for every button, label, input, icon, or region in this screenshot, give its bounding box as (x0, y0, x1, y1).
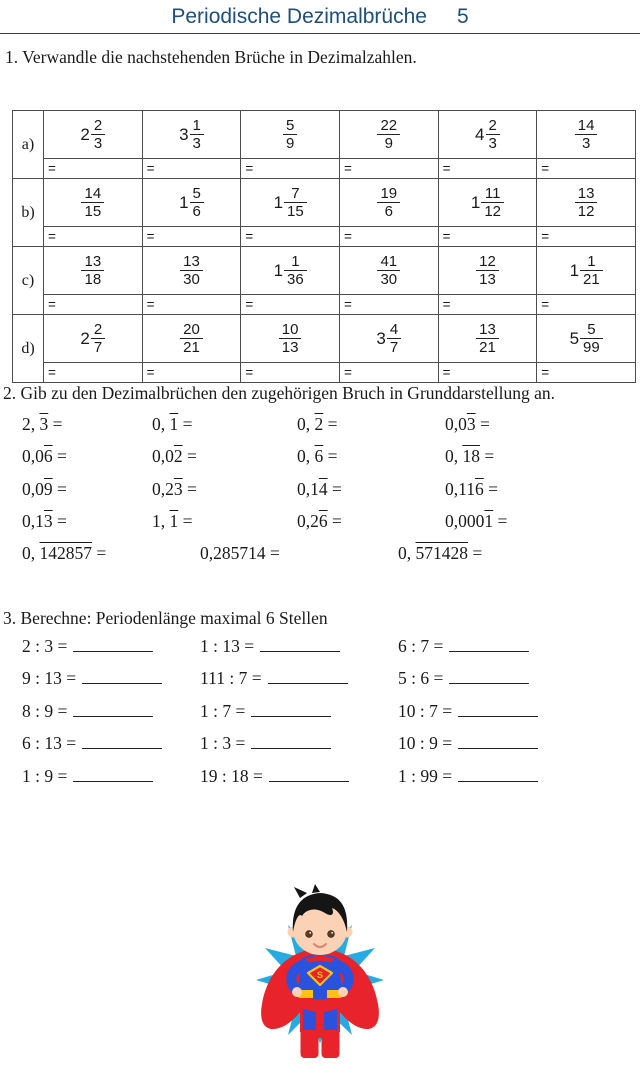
decimal-item: 0,13 = (22, 511, 67, 531)
fraction-cell: 3 $\frac{1}{3}$ (142, 111, 241, 159)
fraction-cell: 3 $\frac{4}{7}$ (339, 315, 438, 363)
right-eye-glint (331, 932, 333, 934)
fraction-cell: 1 $\frac{1}{21}$ (537, 247, 636, 295)
fraction-cell: 5 $\frac{5}{99}$ (537, 315, 636, 363)
fraction-cell: $\frac{12}{13}$ (438, 247, 537, 295)
equals-cell: = (438, 295, 537, 315)
division-item: 5 : 6 = (398, 668, 529, 689)
fraction-cell: $\frac{41}{30}$ (339, 247, 438, 295)
left-boot (301, 1030, 319, 1058)
decimal-item: 0,26 = (297, 511, 342, 531)
decimal-item: 0,14 = (297, 479, 342, 499)
fraction-cell: 1 $\frac{1}{36}$ (241, 247, 340, 295)
division-item: 6 : 7 = (398, 636, 529, 657)
division-item: 19 : 18 = (200, 766, 349, 787)
page-title (0, 5, 640, 29)
decimal-item: 0,06 = (22, 446, 67, 466)
fraction-cell: $\frac{13}{18}$ (44, 247, 143, 295)
section3-heading: 3. Berechne: Periodenlänge maximal 6 Stellen (3, 608, 328, 628)
answer-blank-line (260, 638, 340, 652)
page-title-text: Periodische Dezimalbrüche (171, 5, 427, 28)
decimal-item: 0,02 = (152, 446, 197, 466)
fraction-cell: $\frac{13}{12}$ (537, 179, 636, 227)
row-label: b) (13, 179, 44, 247)
fraction-cell: 1 $\frac{5}{6}$ (142, 179, 241, 227)
decimal-item: 2, 3 = (22, 414, 63, 434)
section2-heading: 2. Gib zu den Dezimalbrüchen den zugehörigen Bruch in Grunddarstellung an. (3, 383, 556, 403)
decimal-item: 0, 18 = (445, 446, 495, 466)
division-item: 10 : 7 = (398, 701, 538, 722)
row-label: a) (13, 111, 44, 179)
equals-cell: = (44, 159, 143, 179)
equals-cell: = (537, 159, 636, 179)
section1-heading: 1. Verwandle die nachstehenden Brüche in Dezimalzahlen. (5, 47, 417, 67)
fraction-cell: 2 $\frac{2}{3}$ (44, 111, 143, 159)
division-item: 111 : 7 = (200, 668, 348, 689)
equals-cell: = (537, 295, 636, 315)
row-label: c) (13, 247, 44, 315)
decimal-item: 0, 571428 = (398, 543, 483, 563)
decimal-item: 0,0001 = (445, 511, 508, 531)
division-item: 6 : 13 = (22, 733, 162, 754)
fraction-cell: $\frac{22}{9}$ (339, 111, 438, 159)
fraction-cell: $\frac{19}{6}$ (339, 179, 438, 227)
row-label: d) (13, 315, 44, 383)
equals-cell: = (241, 159, 340, 179)
equals-cell: = (142, 159, 241, 179)
decimal-item: 0, 142857 = (22, 543, 107, 563)
decimal-item: 0, 2 = (297, 414, 338, 434)
right-boot (322, 1030, 340, 1058)
answer-blank-line (251, 703, 331, 717)
equals-cell: = (339, 363, 438, 383)
division-item: 1 : 13 = (200, 636, 340, 657)
answer-blank-line (82, 735, 162, 749)
title-rule (0, 33, 640, 34)
division-item: 1 : 99 = (398, 766, 538, 787)
fractions-table (12, 110, 636, 383)
decimal-item: 0,09 = (22, 479, 67, 499)
answer-blank-line (268, 670, 348, 684)
decimal-item: 1, 1 = (152, 511, 193, 531)
answer-blank-line (449, 638, 529, 652)
equals-cell: = (339, 159, 438, 179)
left-eye-glint (309, 932, 311, 934)
fraction-cell: $\frac{13}{21}$ (438, 315, 537, 363)
answer-blank-line (251, 735, 331, 749)
division-item: 1 : 7 = (200, 701, 331, 722)
equals-cell: = (438, 227, 537, 247)
division-item: 1 : 3 = (200, 733, 331, 754)
answer-blank-line (458, 735, 538, 749)
equals-cell: = (438, 159, 537, 179)
equals-cell: = (537, 227, 636, 247)
equals-cell: = (241, 227, 340, 247)
answer-blank-line (73, 768, 153, 782)
equals-cell: = (339, 295, 438, 315)
equals-cell: = (44, 363, 143, 383)
page-number: 5 (456, 5, 469, 28)
answer-blank-line (73, 703, 153, 717)
equals-cell: = (241, 295, 340, 315)
division-item: 8 : 9 = (22, 701, 153, 722)
equals-cell: = (142, 227, 241, 247)
division-item: 1 : 9 = (22, 766, 153, 787)
fraction-cell: 1 $\frac{7}{15}$ (241, 179, 340, 227)
answer-blank-line (73, 638, 153, 652)
division-item: 9 : 13 = (22, 668, 162, 689)
left-eye (306, 931, 313, 938)
equals-cell: = (438, 363, 537, 383)
fraction-cell: $\frac{14}{3}$ (537, 111, 636, 159)
fraction-cell: 2 $\frac{2}{7}$ (44, 315, 143, 363)
fraction-cell: 4 $\frac{2}{3}$ (438, 111, 537, 159)
equals-cell: = (142, 295, 241, 315)
answer-blank-line (82, 670, 162, 684)
fraction-cell: $\frac{13}{30}$ (142, 247, 241, 295)
fraction-cell: $\frac{20}{21}$ (142, 315, 241, 363)
answer-blank-line (449, 670, 529, 684)
fraction-cell: $\frac{5}{9}$ (241, 111, 340, 159)
answer-blank-line (458, 768, 538, 782)
answer-blank-line (269, 768, 349, 782)
decimal-item: 0,116 = (445, 479, 498, 499)
equals-cell: = (44, 295, 143, 315)
right-eye (328, 931, 335, 938)
division-item: 2 : 3 = (22, 636, 153, 657)
fraction-cell: $\frac{10}{13}$ (241, 315, 340, 363)
equals-cell: = (339, 227, 438, 247)
equals-cell: = (44, 227, 143, 247)
superman-clipart-image (238, 884, 402, 1068)
equals-cell: = (241, 363, 340, 383)
answer-blank-line (458, 703, 538, 717)
division-item: 10 : 9 = (398, 733, 538, 754)
hair-spike-2 (312, 884, 320, 893)
equals-cell: = (142, 363, 241, 383)
decimal-item: 0,03 = (445, 414, 490, 434)
decimal-item: 0, 1 = (152, 414, 193, 434)
hair-spike-1 (294, 887, 307, 898)
decimal-item: 0, 6 = (297, 446, 338, 466)
s-shield-letter: S (316, 970, 324, 980)
equals-cell: = (537, 363, 636, 383)
fraction-cell: $\frac{14}{15}$ (44, 179, 143, 227)
right-hand (338, 987, 348, 997)
decimal-item: 0,285714 = (200, 543, 280, 563)
left-hand (292, 987, 302, 997)
belt-buckle (313, 989, 327, 1000)
decimal-item: 0,23 = (152, 479, 197, 499)
fraction-cell: 1 $\frac{11}{12}$ (438, 179, 537, 227)
